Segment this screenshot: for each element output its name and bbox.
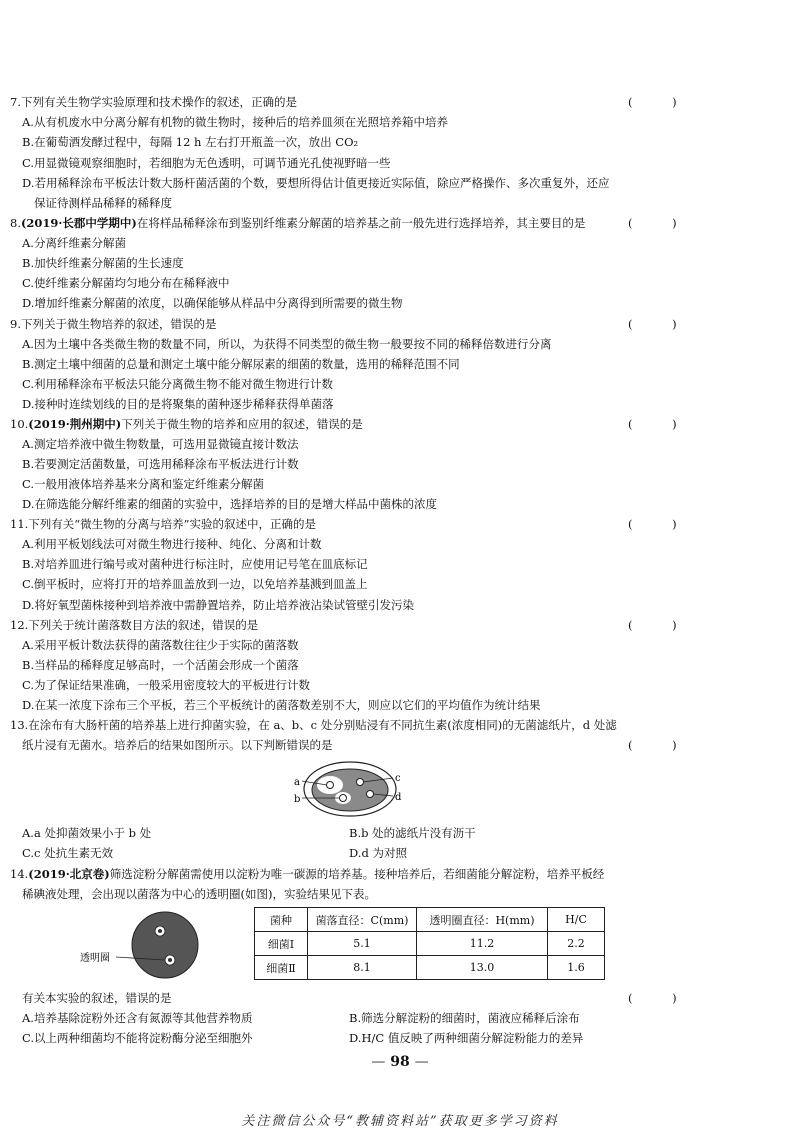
q8-number: 8. — [10, 216, 21, 230]
q14-plate-figure — [78, 910, 208, 982]
q8-option-d: D.增加纤维素分解菌的浓度，以确保能够从样品中分离得到所需要的微生物 — [22, 296, 403, 310]
q14-stem-line3: 有关本实验的叙述，错误的是 — [22, 991, 172, 1005]
label-c: c — [395, 773, 401, 784]
q8-stem-text: 在将样品稀释涂布到鉴别纤维素分解菌的培养基之前一般先进行选择培养，其主要目的是 — [136, 216, 586, 230]
label-d: d — [395, 792, 402, 803]
page-number — [0, 1054, 800, 1070]
page-number-dash-right: — — [414, 1054, 429, 1070]
q14-option-a: A.培养基除淀粉外还含有氮源等其他营养物质 — [22, 1011, 253, 1025]
table-header: H/C — [548, 908, 605, 932]
q8-answer-paren: ( ) — [628, 216, 695, 230]
table-row — [255, 956, 605, 980]
q12-option-b: B.当样品的稀释度足够高时，一个活菌会形成一个菌落 — [22, 658, 299, 672]
q14-option-b: B.筛选分解淀粉的细菌时，菌液应稀释后涂布 — [349, 1011, 580, 1025]
filter-disc-b — [340, 795, 347, 802]
q10-option-a: A.测定培养液中微生物数量，可选用显微镜直接计数法 — [22, 437, 299, 451]
table-cell: 8.1 — [308, 956, 417, 980]
q14-option-d: D.H/C 值反映了两种细菌分解淀粉能力的差异 — [349, 1031, 584, 1045]
q13-option-d: D.d 为对照 — [349, 846, 407, 860]
q14-answer-paren: ( ) — [628, 991, 695, 1005]
table-cell: 2.2 — [548, 932, 605, 956]
q10-option-d: D.在筛选能分解纤维素的细菌的实验中，选择培养的目的是增大样品中菌株的浓度 — [22, 497, 437, 511]
q7-stem: 7.下列有关生物学实验原理和技术操作的叙述，正确的是 — [10, 95, 297, 109]
q13-stem-line1: 13.在涂布有大肠杆菌的培养基上进行抑菌实验，在 a、b、c 处分别贴浸有不同抗生素(浓度相同)的无菌滤纸片，d 处滤 — [10, 718, 617, 732]
q12-answer-paren: ( ) — [628, 618, 695, 632]
page-number-dash-left: — — [371, 1054, 386, 1070]
table-cell: 5.1 — [308, 932, 417, 956]
q10-stem — [10, 416, 363, 432]
q10-stem-text: 下列关于微生物的培养和应用的叙述，错误的是 — [121, 417, 363, 431]
q12-option-d: D.在某一浓度下涂布三个平板，若三个平板统计的菌落数差别不大，则应以它们的平均值作为统计结果 — [22, 698, 541, 712]
q7-answer-paren: ( ) — [628, 95, 695, 109]
q11-answer-paren: ( ) — [628, 517, 695, 531]
q14-source: (2019·北京卷) — [28, 867, 110, 881]
table-cell: 11.2 — [417, 932, 548, 956]
q14-stem-text: 筛选淀粉分解菌需使用以淀粉为唯一碳源的培养基。接种培养后，若细菌能分解淀粉，培养平板经 — [109, 867, 605, 881]
filter-disc-c — [357, 779, 364, 786]
q12-stem: 12.下列关于统计菌落数目方法的叙述，错误的是 — [10, 618, 259, 632]
q11-option-d: D.将好氧型菌株接种到培养液中需静置培养，防止培养液沾染试管壁引发污染 — [22, 598, 414, 612]
q7-option-c: C.用显微镜观察细胞时，若细胞为无色透明，可调节通光孔使视野暗一些 — [22, 156, 391, 170]
q11-stem: 11.下列有关“微生物的分离与培养”实验的叙述中，正确的是 — [10, 517, 317, 531]
q12-option-c: C.为了保证结果准确，一般采用密度较大的平板进行计数 — [22, 678, 311, 692]
label-a: a — [294, 777, 300, 788]
q14-stem-line2: 稀碘液处理，会出现以菌落为中心的透明圈(如图)，实验结果见下表。 — [22, 887, 376, 901]
page-number-value: 98 — [390, 1054, 410, 1070]
table-row — [255, 932, 605, 956]
table-header-row — [255, 908, 605, 932]
q11-option-a: A.利用平板划线法可对微生物进行接种、纯化、分离和计数 — [22, 537, 322, 551]
table-header: 菌落直径：C(mm) — [308, 908, 417, 932]
q13-option-a: A.a 处抑菌效果小于 b 处 — [22, 826, 152, 840]
q7-option-d: D.若用稀释涂布平板法计数大肠杆菌活菌的个数，要想所得估计值更接近实际值，除应严格操作、多次重复外，还应 — [22, 176, 610, 190]
q9-option-d: D.接种时连续划线的目的是将聚集的菌种逐步稀释获得单菌落 — [22, 397, 334, 411]
q12-option-a: A.采用平板计数法获得的菌落数往往少于实际的菌落数 — [22, 638, 299, 652]
q7-option-d-cont: 保证待测样品稀释的稀释度 — [34, 196, 172, 210]
q14-option-c: C.以上两种细菌均不能将淀粉酶分泌至细胞外 — [22, 1031, 253, 1045]
culture-plate — [132, 912, 198, 978]
q13-answer-paren: ( ) — [628, 738, 695, 752]
table-header: 透明圈直径：H(mm) — [417, 908, 548, 932]
q9-option-b: B.测定土壤中细菌的总量和测定土壤中能分解尿素的细菌的数量，选用的稀释范围不同 — [22, 357, 460, 371]
q9-option-a: A.因为土壤中各类微生物的数量不同，所以，为获得不同类型的微生物一般要按不同的稀释倍数进行分离 — [22, 337, 552, 351]
table-cell: 细菌Ⅰ — [255, 932, 308, 956]
q14-number: 14. — [10, 867, 29, 881]
filter-disc-d — [367, 791, 374, 798]
table-cell: 细菌Ⅱ — [255, 956, 308, 980]
footer-note: 关注微信公众号“教辅资料站”获取更多学习资料 — [241, 1114, 559, 1129]
q8-source: (2019·长郡中学期中) — [20, 216, 137, 230]
q13-option-c: C.c 处抗生素无效 — [22, 846, 114, 860]
q10-number: 10. — [10, 417, 29, 431]
table-header: 菌种 — [255, 908, 308, 932]
q8-option-a: A.分离纤维素分解菌 — [22, 236, 126, 250]
q8-option-c: C.使纤维素分解菌均匀地分布在稀释液中 — [22, 276, 230, 290]
q13-petri-dish-figure — [288, 758, 418, 820]
filter-disc-a — [327, 782, 334, 789]
q9-stem: 9.下列关于微生物培养的叙述，错误的是 — [10, 317, 217, 331]
q10-option-c: C.一般用液体培养基来分离和鉴定纤维素分解菌 — [22, 477, 265, 491]
q14-stem-line1 — [10, 866, 604, 882]
q9-option-c: C.利用稀释涂布平板法只能分离微生物不能对微生物进行计数 — [22, 377, 334, 391]
q11-option-c: C.倒平板时，应将打开的培养皿盖放到一边，以免培养基溅到皿盖上 — [22, 577, 368, 591]
q11-option-b: B.对培养皿进行编号或对菌种进行标注时，应使用记号笔在皿底标记 — [22, 557, 368, 571]
q8-stem — [10, 215, 585, 231]
table-cell: 1.6 — [548, 956, 605, 980]
q10-answer-paren: ( ) — [628, 417, 695, 431]
q10-source: (2019·荆州期中) — [28, 417, 122, 431]
table-cell: 13.0 — [417, 956, 548, 980]
label-b: b — [294, 794, 301, 805]
q13-stem-line2: 纸片浸有无菌水。培养后的结果如图所示。以下判断错误的是 — [22, 738, 333, 752]
q14-results-table — [254, 907, 605, 980]
q7-option-a: A.从有机废水中分离分解有机物的微生物时，接种后的培养皿须在光照培养箱中培养 — [22, 115, 448, 129]
transparent-zone-label: 透明圈 — [80, 953, 110, 964]
q13-option-b: B.b 处的滤纸片没有沥干 — [349, 826, 476, 840]
q9-answer-paren: ( ) — [628, 317, 695, 331]
q8-option-b: B.加快纤维素分解菌的生长速度 — [22, 256, 184, 270]
q7-option-b: B.在葡萄酒发酵过程中，每隔 12 h 左右打开瓶盖一次，放出 CO₂ — [22, 135, 359, 149]
q10-option-b: B.若要测定活菌数量，可选用稀释涂布平板法进行计数 — [22, 457, 299, 471]
